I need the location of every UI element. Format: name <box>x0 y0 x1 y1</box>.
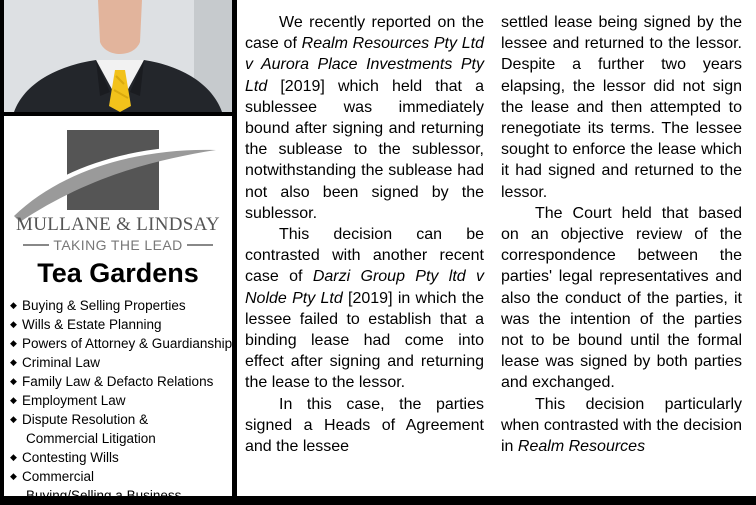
service-item: ◆ Dispute Resolution & <box>10 412 149 427</box>
diamond-bullet-icon: ◆ <box>10 300 17 310</box>
diamond-bullet-icon: ◆ <box>10 338 17 348</box>
paragraph: In this case, the parties signed a Heads of Agreement and the lessee <box>245 395 484 456</box>
article-column-1 <box>245 12 484 457</box>
service-item: ◆ Criminal Law <box>10 355 101 370</box>
diamond-bullet-icon: ◆ <box>10 471 17 481</box>
diamond-bullet-icon: ◆ <box>10 376 17 386</box>
case-name: Realm Resources Pty Ltd v Aurora Place Investments Pty Ltd <box>245 35 484 95</box>
paragraph: The Court held that based on an objective review of the correspondence between the parties' legal representatives and also the conduct of the parties, it was the intention of the parties not to be bound until the formal lease was signed by both parties and exchanged. <box>501 204 742 392</box>
service-item-continuation: Commercial Litigation <box>26 431 156 446</box>
law-firm-advertisement <box>4 116 233 503</box>
office-location: Tea Gardens <box>37 258 199 288</box>
diamond-bullet-icon: ◆ <box>10 414 17 424</box>
diamond-bullet-icon: ◆ <box>10 357 17 367</box>
diamond-bullet-icon: ◆ <box>10 319 17 329</box>
portrait-illustration <box>4 0 232 112</box>
article-column-2 <box>501 12 742 457</box>
service-item: ◆ Wills & Estate Planning <box>10 317 162 332</box>
service-item: ◆ Buying & Selling Properties <box>10 298 186 313</box>
diamond-bullet-icon: ◆ <box>10 452 17 462</box>
tagline: TAKING THE LEAD <box>53 237 183 253</box>
left-column <box>0 0 236 503</box>
paragraph: settled lease being signed by the lessee and returned to the lessor. Despite a further two years elapsing, the lessor did not sign the lease and then attempted to renegotiate its terms. The lessee sought to enforce the lease which it had signed and returned to the lessor. <box>501 14 742 201</box>
diamond-bullet-icon: ◆ <box>10 395 17 405</box>
case-name: Realm Resources <box>517 438 646 456</box>
paragraph: This decision particularly when contrasted with the decision in Realm Resources <box>501 395 742 456</box>
services-list <box>10 296 232 505</box>
tagline-row <box>4 236 232 254</box>
service-item-continuation: Buying/Selling a Business <box>26 488 182 503</box>
tagline-rule-left <box>23 244 49 246</box>
case-name: Darzi Group Pty ltd v Nolde Pty Ltd <box>245 268 485 307</box>
service-item: ◆ Contesting Wills <box>10 450 119 465</box>
tagline-rule-right <box>187 244 213 246</box>
firm-name: MULLANE & LINDSAY <box>16 214 220 235</box>
portrait-photo <box>4 0 232 112</box>
service-item: ◆ Family Law & Defacto Relations <box>10 374 214 389</box>
service-item: ◆ Commercial <box>10 469 95 484</box>
service-item: ◆ Employment Law <box>10 393 126 408</box>
service-item: ◆ Powers of Attorney & Guardianship <box>10 336 233 351</box>
article <box>237 0 756 496</box>
paragraph: We recently reported on the case of Realm Resources Pty Ltd v Aurora Place Investments Pty Ltd [2019] which held that a sublessee was immediately bound after signing and returning the sublease to the sublessor, notwithstanding the sublease had not also been signed by the sublessor. <box>245 14 484 222</box>
paragraph: This decision can be contrasted with another recent case of Darzi Group Pty ltd v Nolde Pty Ltd [2019] in which the lessee failed to establish that a binding lease had come into effect after signing and returning the lease to the lessor. <box>245 226 485 392</box>
